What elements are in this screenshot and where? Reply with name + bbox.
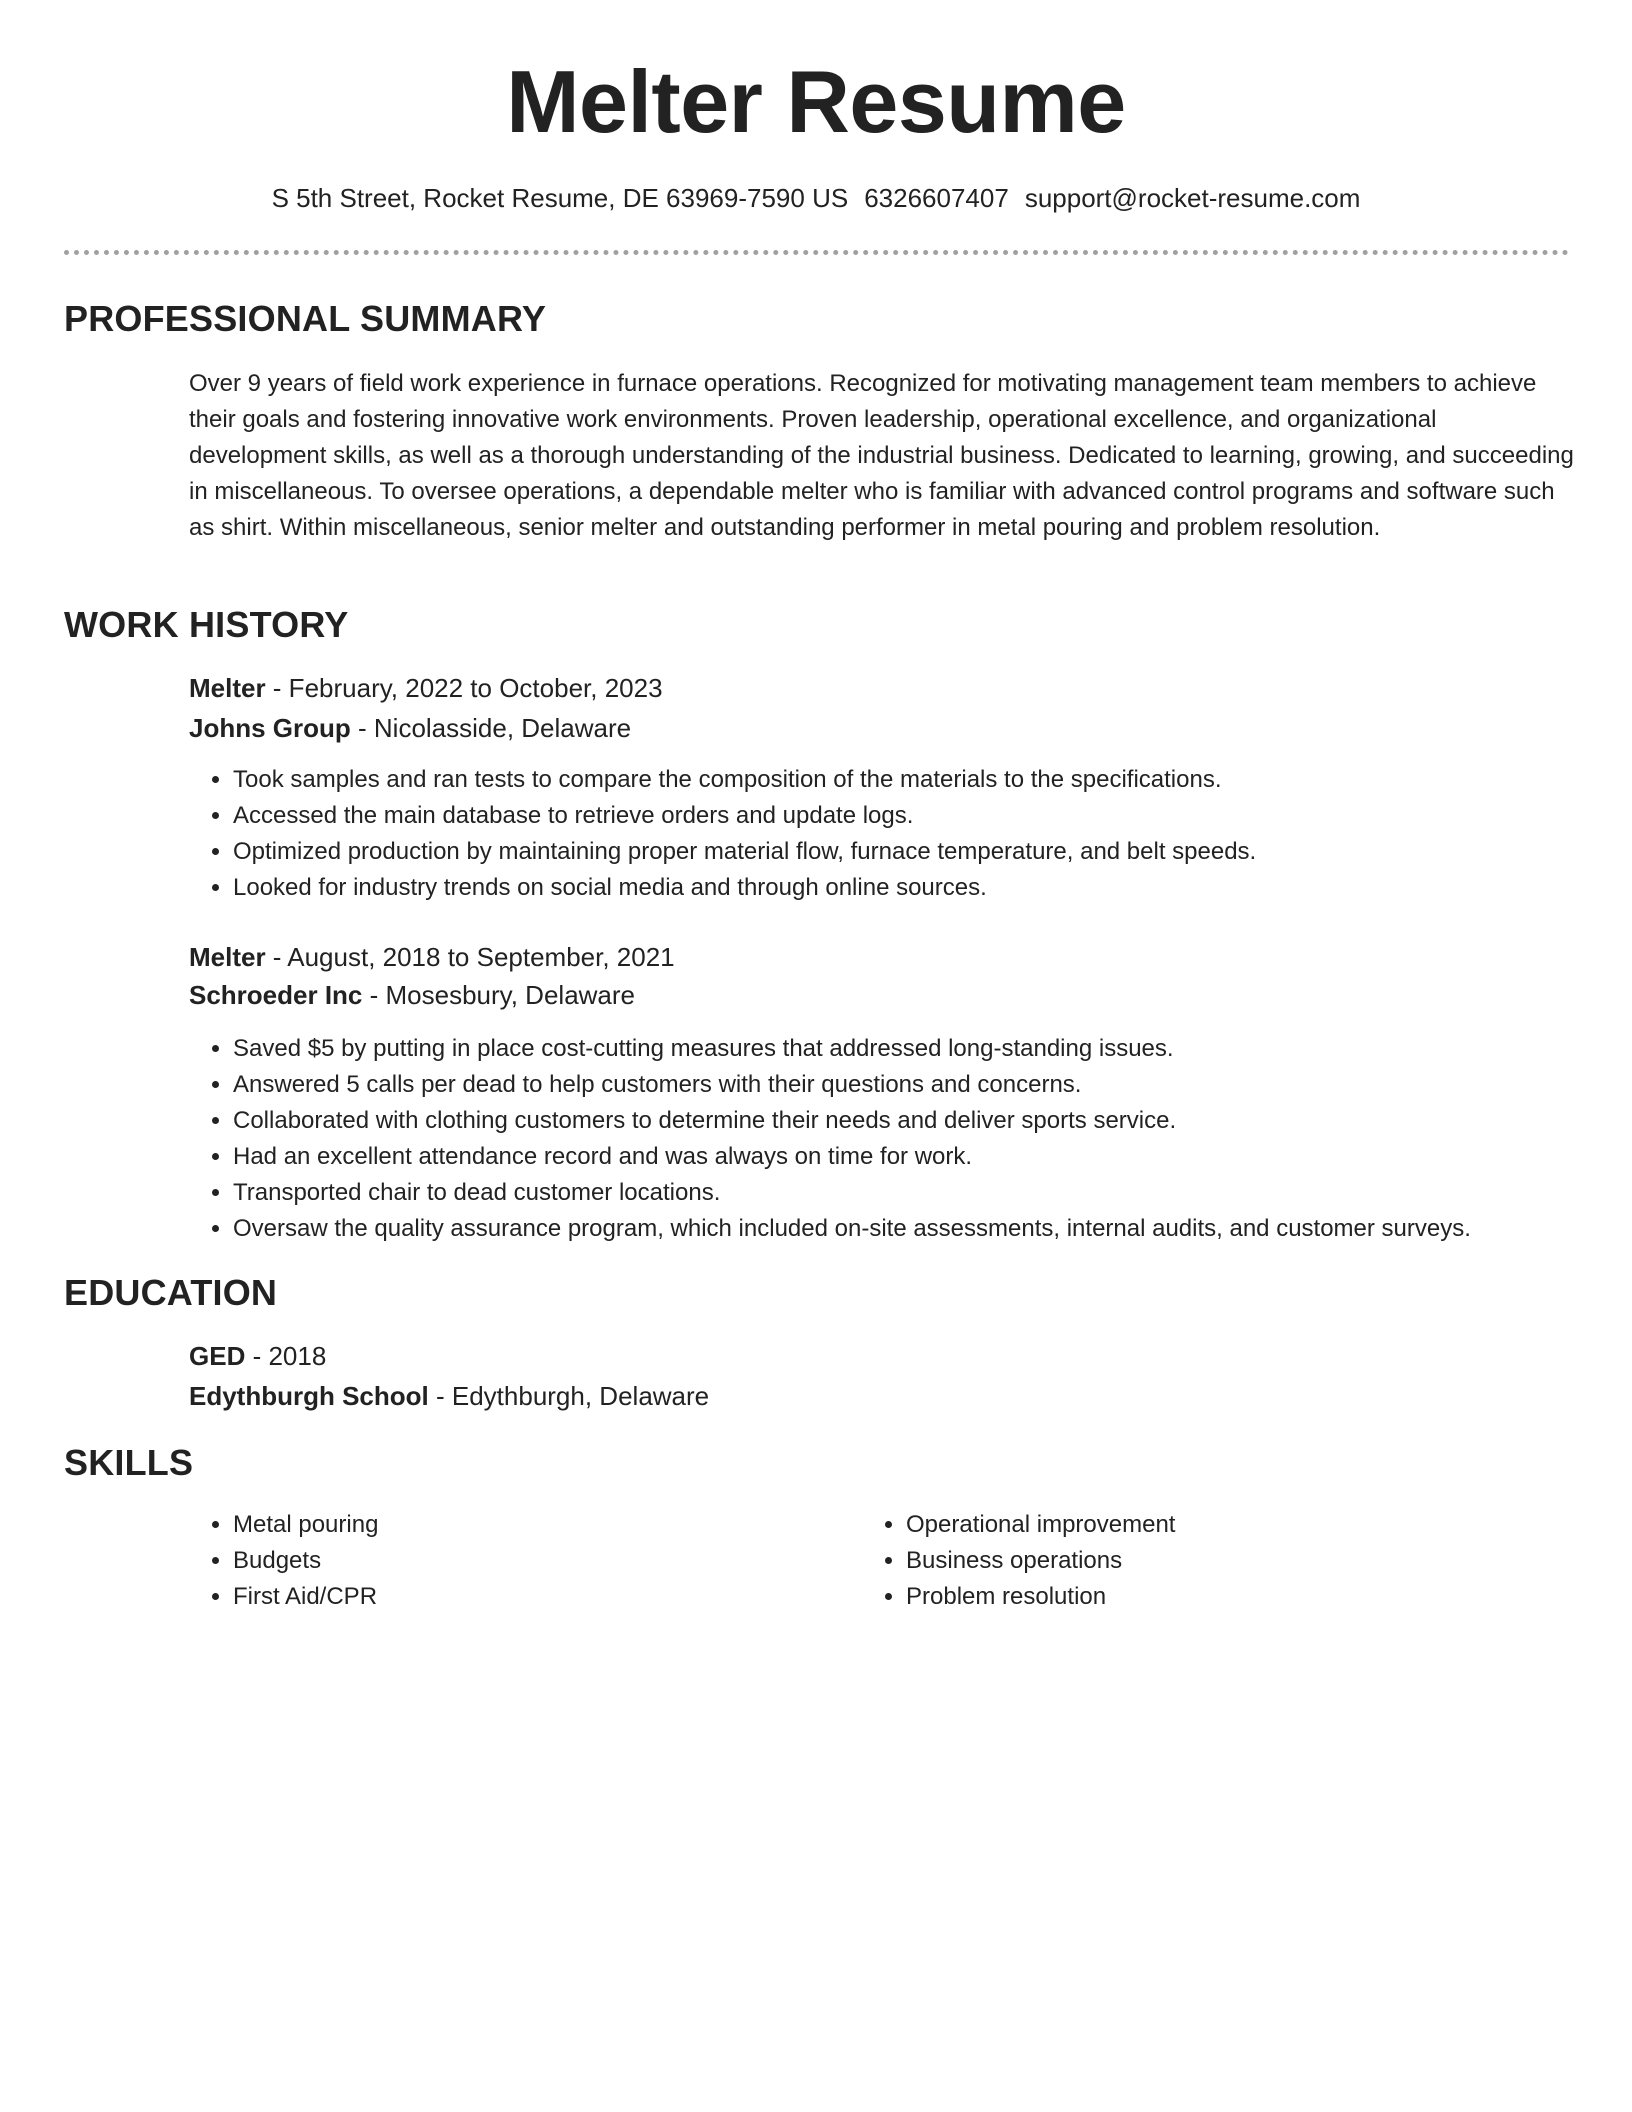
header-divider [64, 250, 1569, 255]
education-school-line [189, 1378, 709, 1414]
job-2-company: Schroeder Inc [189, 980, 363, 1010]
job-2-company-line [189, 977, 635, 1013]
list-item: • Problem resolution [906, 1579, 1175, 1615]
contact-phone: 6326607407 [864, 183, 1009, 213]
education-degree: GED [189, 1341, 246, 1371]
job-2-location: - Mosesbury, Delaware [362, 980, 636, 1010]
job-1-bullets [189, 762, 1256, 906]
list-item: • Looked for industry trends on social media and through online sources. [233, 870, 1256, 906]
list-item: • Business operations [906, 1543, 1175, 1579]
summary-heading: PROFESSIONAL SUMMARY [64, 298, 547, 339]
job-2-dates: - August, 2018 to September, 2021 [265, 942, 675, 972]
summary-text: Over 9 years of field work experience in furnace operations. Recognized for motivating management team members to achieve their goals and fostering innovative work environments. Proven leadership, operational excellence, and organizational development skills, as well as a thorough understanding of the industrial business. Dedicated to learning, growing, and succeeding in miscellaneous. To oversee operations, a dependable melter who is familiar with advanced control programs and software such as shirt. Within miscellaneous, senior melter and outstanding performer in metal pouring and problem resolution. [189, 370, 1574, 541]
contact-address: S 5th Street, Rocket Resume, DE 63969-7590 US [271, 183, 849, 213]
education-heading: EDUCATION [64, 1272, 278, 1313]
education-degree-line [189, 1338, 326, 1374]
list-item: • Accessed the main database to retrieve orders and update logs. [233, 798, 1256, 834]
job-1-role: Melter [189, 673, 266, 703]
list-item: • Metal pouring [233, 1507, 378, 1543]
job-1-company-line [189, 710, 631, 746]
education-location: - Edythburgh, Delaware [428, 1381, 710, 1411]
list-item: • Transported chair to dead customer locations. [233, 1175, 1471, 1211]
list-item: • Budgets [233, 1543, 378, 1579]
job-2-title-line [189, 939, 675, 975]
list-item: • Saved $5 by putting in place cost-cutting measures that addressed long-standing issues. [233, 1031, 1471, 1067]
skills-list-left [189, 1507, 378, 1615]
job-2-bullets [189, 1031, 1471, 1247]
list-item: • Optimized production by maintaining proper material flow, furnace temperature, and belt speeds. [233, 834, 1256, 870]
job-1-dates: - February, 2022 to October, 2023 [265, 673, 663, 703]
list-item: • Took samples and ran tests to compare the composition of the materials to the specifications. [233, 762, 1256, 798]
job-2-role: Melter [189, 942, 266, 972]
job-1-title-line [189, 670, 663, 706]
education-school: Edythburgh School [189, 1381, 429, 1411]
resume-title: Melter Resume [506, 52, 1126, 151]
skills-heading: SKILLS [64, 1442, 194, 1483]
work-history-heading: WORK HISTORY [64, 604, 349, 645]
contact-email: support@rocket-resume.com [1024, 183, 1361, 213]
list-item: • Collaborated with clothing customers to determine their needs and deliver sports service. [233, 1103, 1471, 1139]
list-item: • Oversaw the quality assurance program, which included on-site assessments, internal audits, and customer surveys. [233, 1211, 1471, 1247]
list-item: • Operational improvement [906, 1507, 1175, 1543]
contact-line [0, 180, 1632, 216]
list-item: • First Aid/CPR [233, 1579, 378, 1615]
list-item: • Had an excellent attendance record and was always on time for work. [233, 1139, 1471, 1175]
job-1-location: - Nicolasside, Delaware [350, 713, 632, 743]
list-item: • Answered 5 calls per dead to help customers with their questions and concerns. [233, 1067, 1471, 1103]
job-1-company: Johns Group [189, 713, 351, 743]
skills-list-right [862, 1507, 1175, 1615]
education-year: - 2018 [245, 1341, 327, 1371]
